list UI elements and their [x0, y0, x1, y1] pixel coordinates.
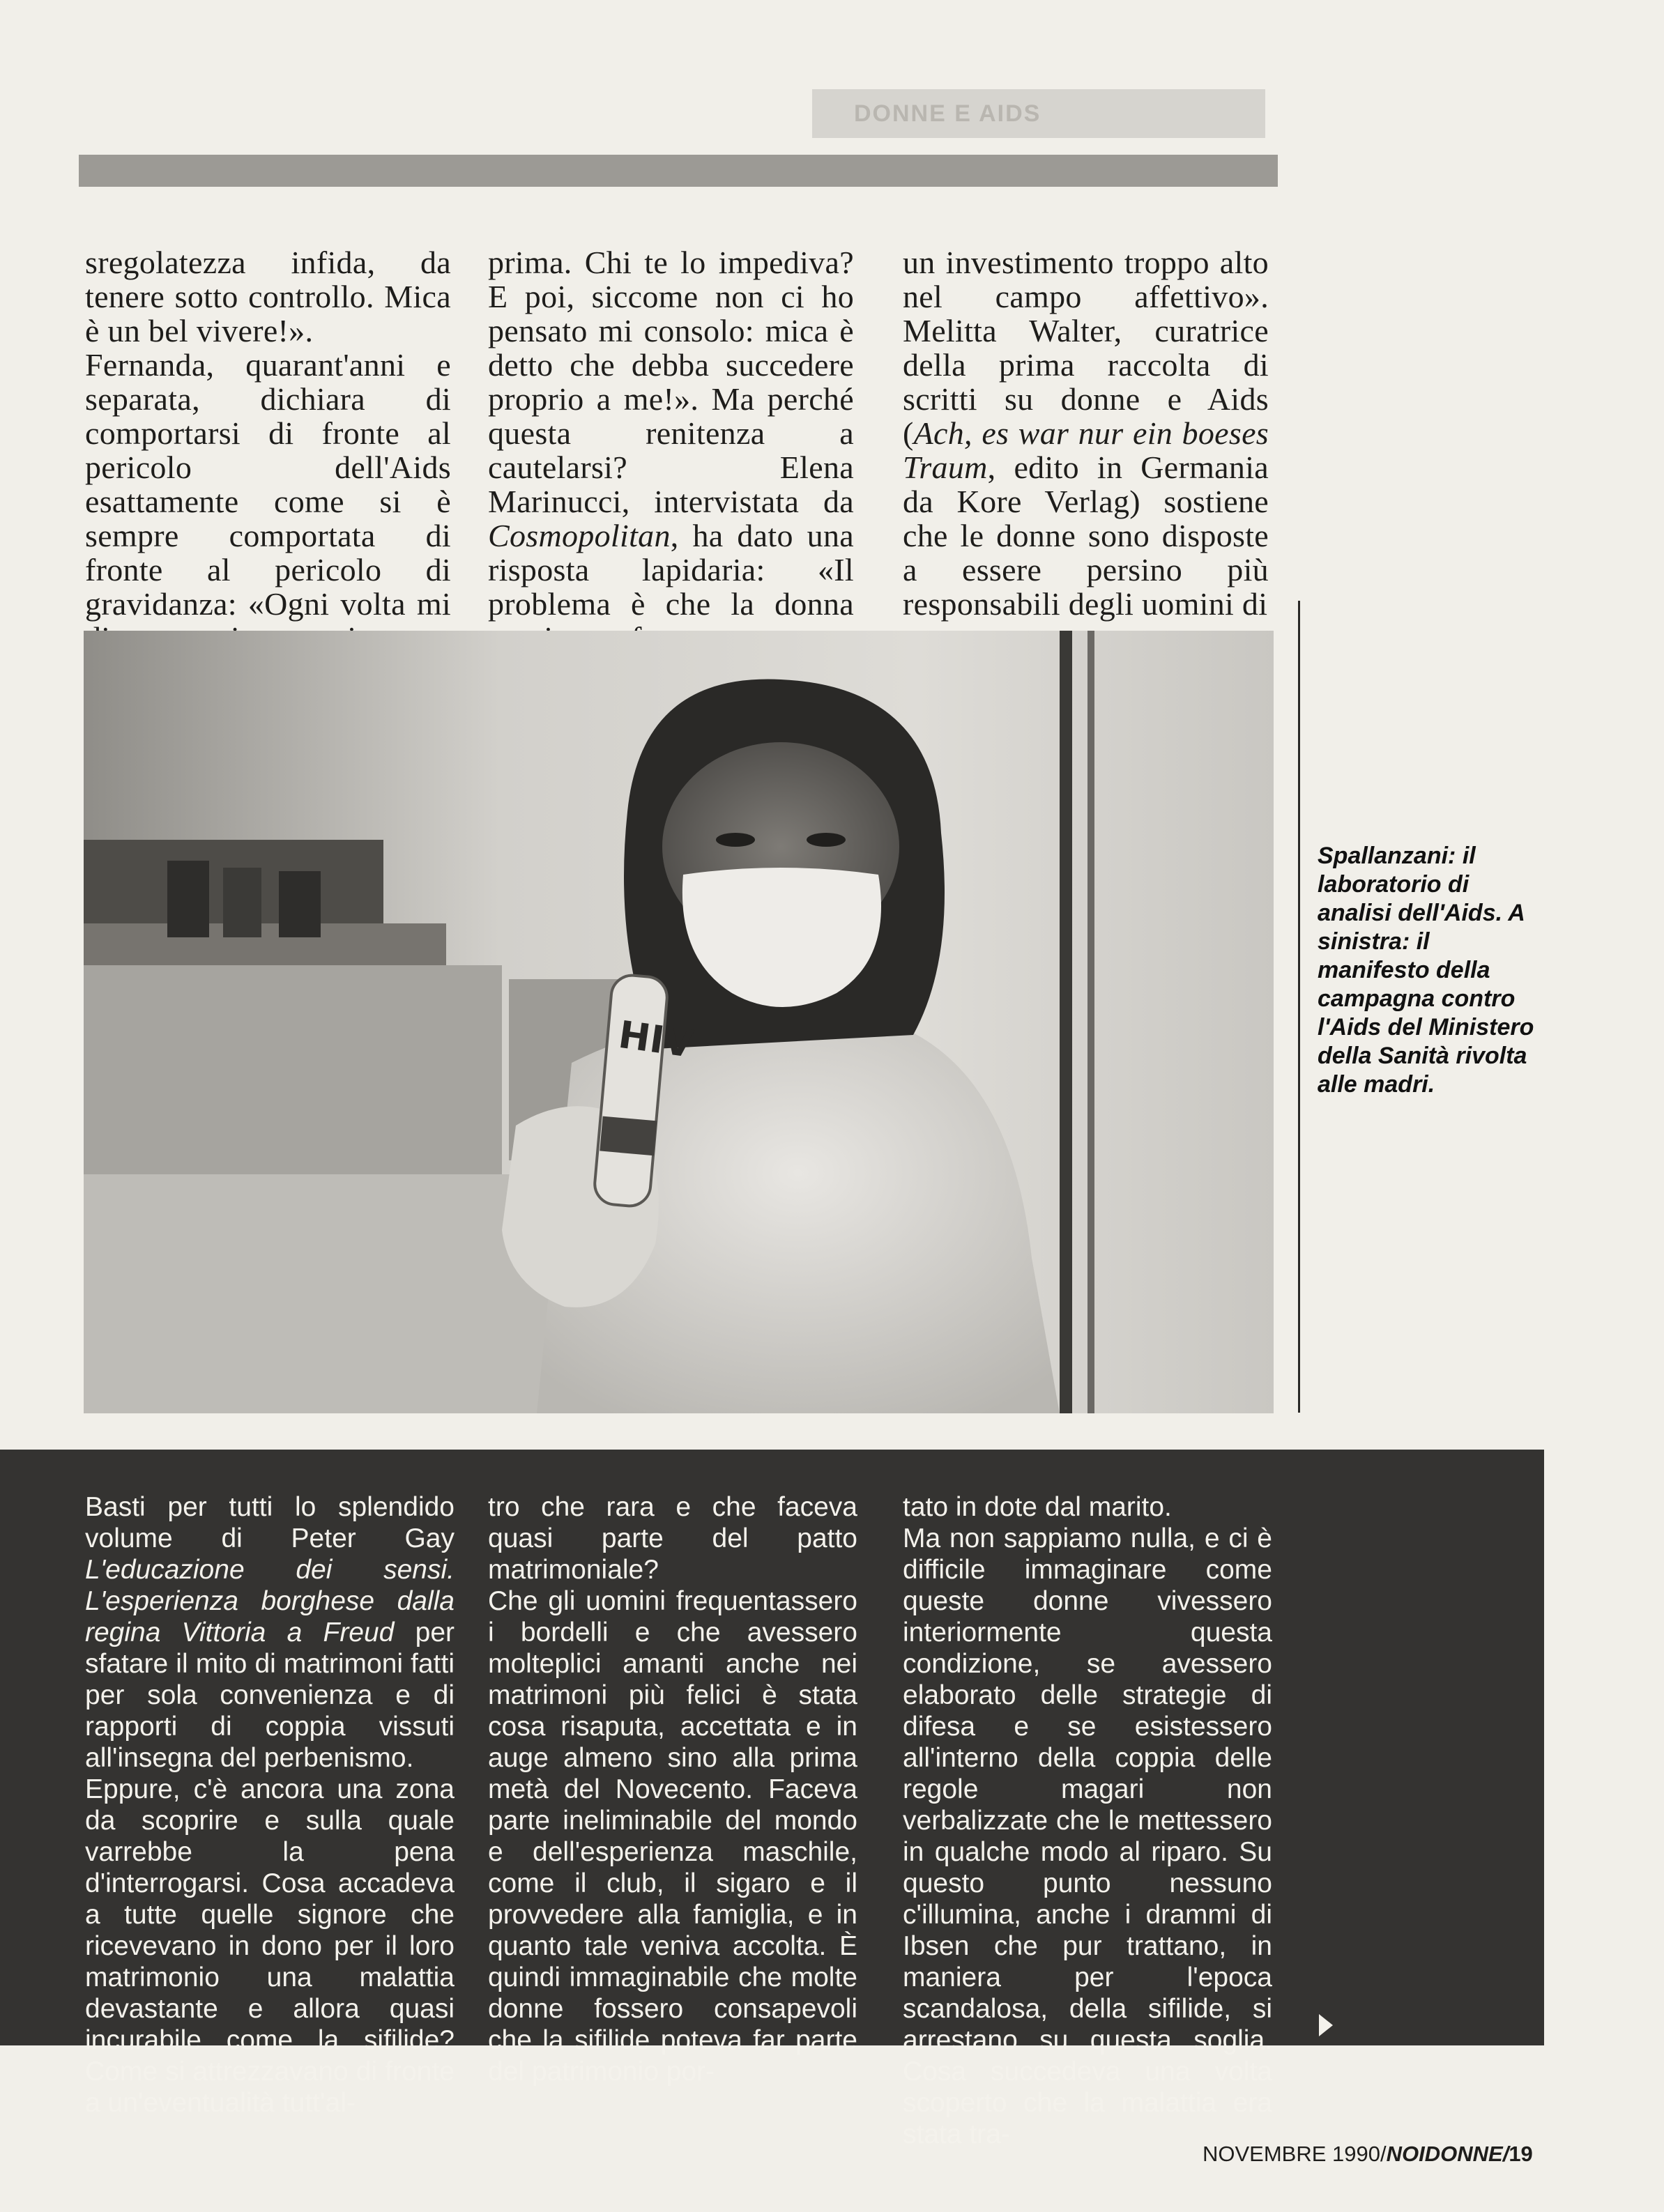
header-bar — [79, 155, 1278, 187]
footer-magazine: NOIDONNE — [1386, 2142, 1503, 2166]
continue-arrow-icon — [1319, 2014, 1333, 2036]
box-column-3 — [903, 1491, 1272, 2150]
section-header-tab: DONNE E AIDS — [812, 89, 1265, 138]
box-col3-paragraph-1: tato in dote dal marito. — [903, 1492, 1172, 1522]
box-col3-paragraph-2: Ma non sappiamo nulla, e ci è difficile immaginare come queste donne vivessero interiormente questa condizione, se avessero elaborato delle strategie di difesa e se esistessero all'interno della coppia delle regole magari non verbalizzate che le mettessero in qualche modo al riparo. Su questo punto nessuno c'illumina, anche i drammi di Ibsen che pur trattano, in maniera per l'epoca scandalosa, della sifilide, si arrestano su questa soglia. Cosa succedeva una volta scoperto che la malattia era stata tra- — [903, 1523, 1272, 2149]
magazine-name: Cosmopolitan — [488, 518, 671, 553]
lab-photo — [84, 631, 1274, 1413]
column2-paragraph: prima. Chi te lo impediva? E poi, siccome non ci ho pensato mi consolo: mica è detto che debba succedere proprio a me!». Ma perché questa renitenza a cautelarsi? Elena Marinucci, intervistata da Cosmopolitan, ha dato una risposta lapidaria: «Il problema è che la donna — [488, 245, 854, 622]
column1-paragraph-1: sregolatezza infida, da tenere sotto controllo. Mica è un bel vivere!». — [85, 245, 451, 348]
box-column-1 — [85, 1491, 455, 2119]
column3-paragraph: un investimento troppo alto nel campo affettivo». Melitta Walter, curatrice della prima raccolta di scritti su donne e Aids (Ach, es war nur ein boeses Traum, edito in Germania da Kore Verlag) sostiene che le donne sono disposte a essere persino più responsabili degli uomini di — [903, 245, 1269, 622]
box-column-2 — [488, 1491, 857, 2087]
vertical-rule — [1298, 601, 1300, 1413]
article-column-3 — [903, 245, 1269, 621]
page-footer: NOVEMBRE 1990/NOIDONNE/19 — [1203, 2142, 1533, 2166]
column1-paragraph-2: Fernanda, quarant'anni e separata, dichiara di comportarsi di fronte al pericolo dell'Aids esattamente come si è sempre comportata di fronte al pericolo di gravidanza: «Ogni volta mi — [85, 347, 451, 622]
box-col1-paragraph-1: Basti per tutti lo splendido volume di Peter Gay L'educazione dei sensi. L'esperienza borghese dalla regina Vittoria a Freud per sfatare il mito di matrimoni fatti per sola convenienza e di rapporti di coppia vissuti all'insegna del perbenismo. — [85, 1492, 455, 1773]
box-col2-paragraph-1: tro che rara e che faceva quasi parte del patto matrimoniale? — [488, 1492, 857, 1585]
article-column-2 — [488, 245, 854, 655]
book-title-gay: L'educazione dei sensi. L'esperienza borghese dalla regina Vittoria a Freud — [85, 1555, 455, 1648]
article-column-1 — [85, 245, 451, 655]
box-col2-paragraph-2: Che gli uomini frequentassero i bordelli e che avessero molteplici amanti anche nei matrimoni più felici è stata cosa risaputa, accettata e in auge almeno sino alla prima metà del Novecento. Faceva parte ineliminabile del mondo e dell'esperienza maschile, come il club, il sigaro e il provvedere alla famiglia, e in quanto tale veniva accolta. È quindi immaginabile che molte donne fossero consapevoli che la sifilide poteva far parte del patrimonio por- — [488, 1586, 857, 2087]
page-number: 19 — [1509, 2142, 1533, 2166]
book-title: Ach, es war nur ein boeses Traum — [903, 415, 1269, 485]
photo-caption: Spallanzani: il laboratorio di analisi dell'Aids. A sinistra: il manifesto della campagna contro l'Aids del Ministero della Sanità rivolta alle madri. — [1318, 843, 1534, 1098]
tube-label: HIV — [616, 1012, 696, 1066]
box-col1-paragraph-2: Eppure, c'è ancora una zona da scoprire e sulla quale varrebbe la pena d'interrogarsi. Cosa accadeva a tutte quelle signore che ricevevano in dono per il loro matrimonio una malattia devastante e allora quasi incurabile come la sifilide? Come si attrezzavano di fronte a un'eventualità tutt'al- — [85, 1774, 455, 2118]
